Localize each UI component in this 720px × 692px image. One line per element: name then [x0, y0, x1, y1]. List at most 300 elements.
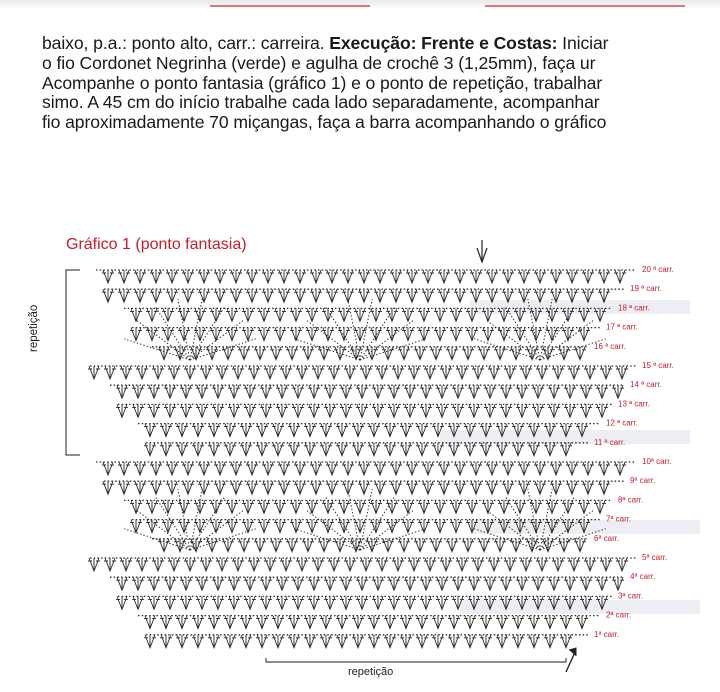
double-crochet-stitch [580, 404, 592, 417]
double-crochet-stitch [340, 577, 352, 590]
double-crochet-stitch [484, 596, 496, 609]
double-crochet-stitch [182, 481, 194, 494]
double-crochet-stitch [148, 596, 160, 609]
double-crochet-stitch [416, 616, 428, 629]
repeat-bracket-bottom [266, 658, 566, 662]
double-crochet-stitch [452, 404, 464, 417]
double-crochet-stitch [118, 481, 130, 494]
double-crochet-stitch [296, 366, 308, 379]
double-crochet-stitch [280, 366, 292, 379]
double-crochet-stitch [260, 404, 272, 417]
double-crochet-stitch [534, 270, 546, 283]
double-crochet-stitch [464, 616, 476, 629]
double-crochet-stitch [336, 424, 348, 437]
double-crochet-stitch [528, 635, 540, 648]
double-crochet-stitch [374, 270, 386, 283]
double-crochet-stitch [596, 404, 608, 417]
double-crochet-stitch [340, 404, 352, 417]
double-crochet-stitch [194, 500, 206, 513]
double-crochet-stitch [414, 539, 426, 552]
double-crochet-stitch [354, 500, 366, 513]
double-crochet-stitch [424, 366, 436, 379]
fan-chain-stitch [306, 510, 360, 550]
double-crochet-stitch [318, 539, 330, 552]
double-crochet-stitch [264, 558, 276, 571]
double-crochet-stitch [452, 596, 464, 609]
double-crochet-stitch [560, 443, 572, 456]
double-crochet-stitch [226, 308, 238, 321]
fan-chain-stitch [306, 320, 360, 360]
double-crochet-stitch [388, 596, 400, 609]
double-crochet-stitch [596, 596, 608, 609]
double-crochet-stitch [374, 462, 386, 475]
double-crochet-stitch [422, 462, 434, 475]
double-crochet-stitch [134, 481, 146, 494]
double-crochet-stitch [198, 481, 210, 494]
double-crochet-stitch [548, 385, 560, 398]
double-crochet-stitch [324, 404, 336, 417]
double-crochet-stitch [258, 308, 270, 321]
double-crochet-stitch [382, 539, 394, 552]
double-crochet-stitch [356, 404, 368, 417]
double-crochet-stitch [286, 347, 298, 360]
double-crochet-stitch [418, 328, 430, 341]
double-crochet-stitch [452, 385, 464, 398]
double-crochet-stitch [308, 577, 320, 590]
double-crochet-stitch [214, 481, 226, 494]
double-crochet-stitch [166, 462, 178, 475]
double-crochet-stitch [308, 596, 320, 609]
double-crochet-stitch [134, 462, 146, 475]
double-crochet-stitch [322, 520, 334, 533]
double-crochet-stitch [498, 328, 510, 341]
double-crochet-stitch [514, 308, 526, 321]
double-crochet-stitch [414, 347, 426, 360]
double-crochet-stitch [356, 577, 368, 590]
double-crochet-stitch [384, 635, 396, 648]
double-crochet-stitch [454, 481, 466, 494]
double-crochet-stitch [370, 500, 382, 513]
double-crochet-stitch [228, 577, 240, 590]
double-crochet-stitch [432, 424, 444, 437]
double-crochet-stitch [152, 558, 164, 571]
double-crochet-stitch [600, 366, 612, 379]
double-crochet-stitch [440, 366, 452, 379]
double-crochet-stitch [288, 424, 300, 437]
double-crochet-stitch [398, 539, 410, 552]
double-crochet-stitch [500, 596, 512, 609]
double-crochet-stitch [488, 558, 500, 571]
double-crochet-stitch [400, 424, 412, 437]
double-crochet-stitch [88, 366, 100, 379]
double-crochet-stitch [372, 404, 384, 417]
double-crochet-stitch [532, 385, 544, 398]
double-crochet-stitch [584, 558, 596, 571]
instructions-line: fio aproximadamente 70 miçangas, faça a barra acompanhando o gráfico [42, 112, 607, 133]
row-label: 2ª carr. [606, 610, 632, 620]
double-crochet-stitch [372, 577, 384, 590]
double-crochet-stitch [614, 270, 626, 283]
instructions-line: o fio Cordonet Negrinha (verde) e agulha de crochê 3 (1,25mm), faça ur [42, 52, 596, 73]
double-crochet-stitch [184, 366, 196, 379]
double-crochet-stitch [580, 596, 592, 609]
double-crochet-stitch [144, 424, 156, 437]
double-crochet-stitch [230, 462, 242, 475]
double-crochet-stitch [450, 308, 462, 321]
double-crochet-stitch [232, 558, 244, 571]
double-crochet-stitch [564, 404, 576, 417]
double-crochet-stitch [562, 520, 574, 533]
double-crochet-stitch [118, 289, 130, 302]
double-crochet-stitch [148, 385, 160, 398]
double-crochet-stitch [564, 385, 576, 398]
instructions-line: baixo, p.a.: ponto alto, carr.: carreira. Execução: Frente e Costas: Iniciar [42, 34, 609, 53]
double-crochet-stitch [242, 520, 254, 533]
double-crochet-stitch [466, 500, 478, 513]
double-crochet-stitch [302, 347, 314, 360]
double-crochet-stitch [448, 443, 460, 456]
double-crochet-stitch [132, 385, 144, 398]
double-crochet-stitch [498, 500, 510, 513]
double-crochet-stitch [130, 520, 142, 533]
double-crochet-stitch [358, 289, 370, 302]
double-crochet-stitch [278, 270, 290, 283]
double-crochet-stitch [214, 289, 226, 302]
double-crochet-stitch [434, 328, 446, 341]
double-crochet-stitch [514, 500, 526, 513]
double-crochet-stitch [480, 424, 492, 437]
double-crochet-stitch [208, 424, 220, 437]
fan-chain-stitch [360, 320, 414, 360]
double-crochet-stitch [374, 481, 386, 494]
double-crochet-stitch [152, 366, 164, 379]
double-crochet-stitch [294, 481, 306, 494]
double-crochet-stitch [242, 308, 254, 321]
double-crochet-stitch [162, 520, 174, 533]
double-crochet-stitch [470, 481, 482, 494]
double-crochet-stitch [516, 385, 528, 398]
double-crochet-stitch [430, 539, 442, 552]
double-crochet-stitch [322, 328, 334, 341]
double-crochet-stitch [400, 443, 412, 456]
double-crochet-stitch [390, 481, 402, 494]
double-crochet-stitch [446, 539, 458, 552]
double-crochet-stitch [354, 308, 366, 321]
double-crochet-stitch [132, 596, 144, 609]
double-crochet-stitch [150, 481, 162, 494]
double-crochet-stitch [272, 424, 284, 437]
double-crochet-stitch [260, 577, 272, 590]
double-crochet-stitch [520, 558, 532, 571]
double-crochet-stitch [224, 443, 236, 456]
double-crochet-stitch [146, 328, 158, 341]
double-crochet-stitch [222, 347, 234, 360]
double-crochet-stitch [450, 500, 462, 513]
double-crochet-stitch [578, 308, 590, 321]
double-crochet-stitch [534, 462, 546, 475]
double-crochet-stitch [504, 558, 516, 571]
double-crochet-stitch [454, 270, 466, 283]
double-crochet-stitch [208, 616, 220, 629]
double-crochet-stitch [434, 500, 446, 513]
double-crochet-stitch [534, 289, 546, 302]
row-label: 3ª carr. [618, 591, 644, 601]
double-crochet-stitch [278, 462, 290, 475]
double-crochet-stitch [520, 366, 532, 379]
double-crochet-stitch [516, 596, 528, 609]
double-crochet-stitch [580, 577, 592, 590]
double-crochet-stitch [612, 385, 624, 398]
double-crochet-stitch [468, 385, 480, 398]
double-crochet-stitch [372, 596, 384, 609]
double-crochet-stitch [514, 328, 526, 341]
double-crochet-stitch [304, 635, 316, 648]
row-label: 13 ª carr. [618, 399, 650, 409]
double-crochet-stitch [486, 462, 498, 475]
row-label: 20 ª carr. [642, 265, 674, 274]
double-crochet-stitch [328, 366, 340, 379]
double-crochet-stitch [102, 289, 114, 302]
double-crochet-stitch [358, 481, 370, 494]
double-crochet-stitch [448, 635, 460, 648]
double-crochet-stitch [536, 558, 548, 571]
double-crochet-stitch [180, 385, 192, 398]
double-crochet-stitch [494, 539, 506, 552]
double-crochet-stitch [338, 308, 350, 321]
double-crochet-stitch [498, 520, 510, 533]
double-crochet-stitch [388, 404, 400, 417]
double-crochet-stitch [594, 308, 606, 321]
double-crochet-stitch [420, 385, 432, 398]
double-crochet-stitch [320, 635, 332, 648]
double-crochet-stitch [164, 577, 176, 590]
double-crochet-stitch [544, 635, 556, 648]
double-crochet-stitch [532, 577, 544, 590]
double-crochet-stitch [598, 462, 610, 475]
double-crochet-stitch [286, 539, 298, 552]
double-crochet-stitch [310, 481, 322, 494]
double-crochet-stitch [342, 462, 354, 475]
double-crochet-stitch [550, 289, 562, 302]
double-crochet-stitch [274, 520, 286, 533]
double-crochet-stitch [194, 520, 206, 533]
double-crochet-stitch [312, 366, 324, 379]
double-crochet-stitch [196, 596, 208, 609]
double-crochet-stitch [260, 596, 272, 609]
double-crochet-stitch [258, 520, 270, 533]
double-crochet-stitch [452, 577, 464, 590]
double-crochet-stitch [182, 462, 194, 475]
double-crochet-stitch [136, 558, 148, 571]
double-crochet-stitch [542, 539, 554, 552]
double-crochet-stitch [528, 443, 540, 456]
double-crochet-stitch [582, 270, 594, 283]
double-crochet-stitch [478, 539, 490, 552]
fan-chain-stitch [136, 510, 190, 550]
double-crochet-stitch [386, 520, 398, 533]
double-crochet-stitch [102, 481, 114, 494]
double-crochet-stitch [262, 462, 274, 475]
double-crochet-stitch [566, 462, 578, 475]
double-crochet-stitch [390, 289, 402, 302]
row-label: 4ª carr. [630, 572, 656, 582]
double-crochet-stitch [238, 347, 250, 360]
double-crochet-stitch [404, 385, 416, 398]
double-crochet-stitch [612, 577, 624, 590]
double-crochet-stitch [196, 577, 208, 590]
double-crochet-stitch [482, 328, 494, 341]
double-crochet-stitch [488, 366, 500, 379]
double-crochet-stitch [276, 577, 288, 590]
double-crochet-stitch [160, 443, 172, 456]
double-crochet-stitch [408, 558, 420, 571]
double-crochet-stitch [258, 328, 270, 341]
double-crochet-stitch [146, 500, 158, 513]
double-crochet-stitch [294, 462, 306, 475]
double-crochet-stitch [214, 462, 226, 475]
double-crochet-stitch [404, 404, 416, 417]
double-crochet-stitch [512, 424, 524, 437]
double-crochet-stitch [230, 289, 242, 302]
double-crochet-stitch [160, 635, 172, 648]
double-crochet-stitch [388, 577, 400, 590]
double-crochet-stitch [432, 635, 444, 648]
double-crochet-stitch [420, 404, 432, 417]
double-crochet-stitch [432, 616, 444, 629]
row-label: 11 ª carr. [594, 437, 626, 447]
double-crochet-stitch [226, 328, 238, 341]
double-crochet-stitch [164, 404, 176, 417]
double-crochet-stitch [584, 366, 596, 379]
double-crochet-stitch [340, 596, 352, 609]
double-crochet-stitch [276, 404, 288, 417]
double-crochet-stitch [130, 328, 142, 341]
double-crochet-stitch [462, 539, 474, 552]
double-crochet-stitch [500, 404, 512, 417]
double-crochet-stitch [308, 385, 320, 398]
double-crochet-stitch [324, 577, 336, 590]
repeat-side-label: repetição [28, 304, 40, 352]
double-crochet-stitch [436, 596, 448, 609]
row-label: 14 ª carr. [630, 380, 662, 390]
double-crochet-stitch [262, 270, 274, 283]
double-crochet-stitch [368, 616, 380, 629]
double-crochet-stitch [416, 424, 428, 437]
double-crochet-stitch [240, 635, 252, 648]
double-crochet-stitch [290, 500, 302, 513]
double-crochet-stitch [544, 443, 556, 456]
double-crochet-stitch [352, 424, 364, 437]
double-crochet-stitch [372, 385, 384, 398]
double-crochet-stitch [292, 404, 304, 417]
double-crochet-stitch [328, 558, 340, 571]
double-crochet-stitch [526, 539, 538, 552]
double-crochet-stitch [500, 385, 512, 398]
double-crochet-stitch [516, 404, 528, 417]
double-crochet-stitch [466, 520, 478, 533]
double-crochet-stitch [438, 289, 450, 302]
double-crochet-stitch [210, 328, 222, 341]
double-crochet-stitch [320, 616, 332, 629]
double-crochet-stitch [370, 520, 382, 533]
double-crochet-stitch [270, 539, 282, 552]
double-crochet-stitch [146, 308, 158, 321]
double-crochet-stitch [484, 385, 496, 398]
double-crochet-stitch [390, 270, 402, 283]
double-crochet-stitch [486, 289, 498, 302]
double-crochet-stitch [320, 443, 332, 456]
double-crochet-stitch [406, 270, 418, 283]
double-crochet-stitch [502, 270, 514, 283]
double-crochet-stitch [550, 270, 562, 283]
double-crochet-stitch [424, 558, 436, 571]
double-crochet-stitch [342, 289, 354, 302]
double-crochet-stitch [118, 462, 130, 475]
double-crochet-stitch [568, 366, 580, 379]
double-crochet-stitch [200, 558, 212, 571]
double-crochet-stitch [518, 270, 530, 283]
double-crochet-stitch [160, 424, 172, 437]
double-crochet-stitch [574, 539, 586, 552]
double-crochet-stitch [368, 424, 380, 437]
double-crochet-stitch [244, 385, 256, 398]
double-crochet-stitch [244, 404, 256, 417]
double-crochet-stitch [254, 539, 266, 552]
double-crochet-stitch [366, 539, 378, 552]
double-crochet-stitch [560, 424, 572, 437]
row-label: 19 ª carr. [630, 284, 662, 294]
double-crochet-stitch [280, 558, 292, 571]
double-crochet-stitch [168, 366, 180, 379]
double-crochet-stitch [472, 366, 484, 379]
double-crochet-stitch [518, 462, 530, 475]
double-crochet-stitch [296, 558, 308, 571]
double-crochet-stitch [144, 635, 156, 648]
double-crochet-stitch [228, 404, 240, 417]
row-label: 16 ª carr. [594, 341, 626, 351]
double-crochet-stitch [512, 616, 524, 629]
double-crochet-stitch [148, 404, 160, 417]
double-crochet-stitch [568, 558, 580, 571]
double-crochet-stitch [178, 308, 190, 321]
double-crochet-stitch [388, 385, 400, 398]
double-crochet-stitch [438, 270, 450, 283]
double-crochet-stitch [516, 577, 528, 590]
double-crochet-stitch [532, 596, 544, 609]
double-crochet-stitch [326, 270, 338, 283]
double-crochet-stitch [136, 366, 148, 379]
double-crochet-stitch [480, 443, 492, 456]
double-crochet-stitch [468, 577, 480, 590]
double-crochet-stitch [242, 328, 254, 341]
repeat-bracket-side [66, 270, 80, 455]
double-crochet-stitch [376, 366, 388, 379]
double-crochet-stitch [502, 289, 514, 302]
double-crochet-stitch [448, 616, 460, 629]
double-crochet-stitch [514, 520, 526, 533]
double-crochet-stitch [580, 385, 592, 398]
double-crochet-stitch [400, 635, 412, 648]
double-crochet-stitch [404, 596, 416, 609]
row-label: 8ª carr. [618, 495, 644, 505]
double-crochet-stitch [560, 635, 572, 648]
double-crochet-stitch [132, 404, 144, 417]
double-crochet-stitch [166, 289, 178, 302]
double-crochet-stitch [358, 270, 370, 283]
double-crochet-stitch [338, 500, 350, 513]
double-crochet-stitch [196, 404, 208, 417]
double-crochet-stitch [180, 596, 192, 609]
